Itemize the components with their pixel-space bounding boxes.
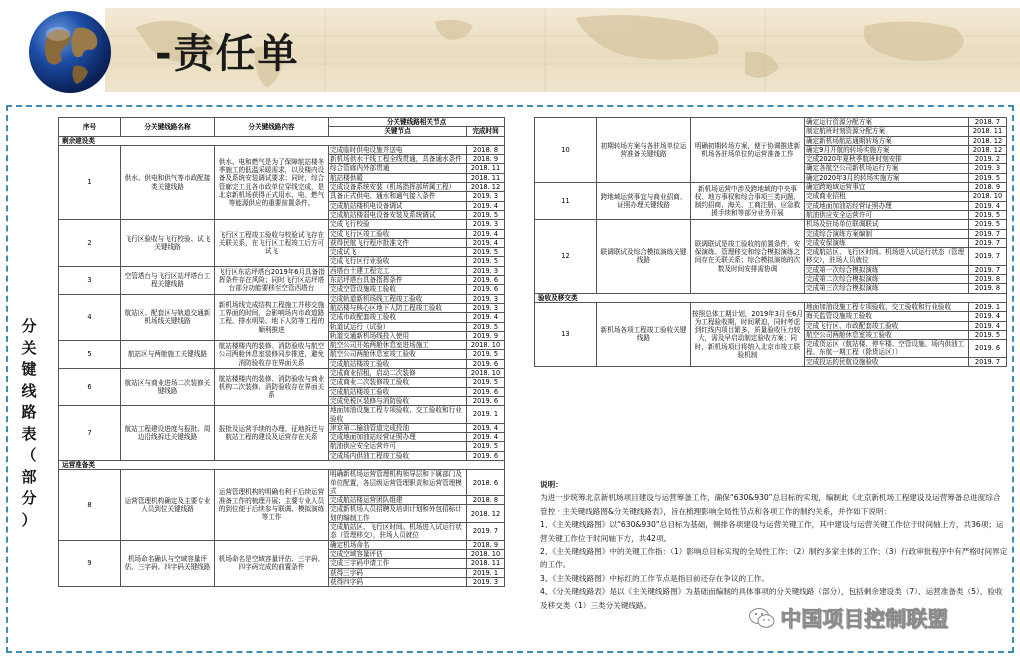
row-content: 报批及运营手续的办理、征地拆迁与航站工程的建设及运营存在关系	[215, 406, 329, 461]
row-seq: 10	[535, 118, 597, 183]
row-seq: 9	[59, 540, 121, 586]
row-node: 航站楼与核心区地下人防工程竣工验收	[329, 303, 467, 312]
side-label-char: 线	[21, 381, 37, 400]
header-seq: 序号	[59, 118, 121, 137]
side-label-char: 关	[21, 338, 37, 357]
row-node: 完成安保演练	[805, 238, 969, 247]
row-node: 轨道试运行（试验）	[329, 322, 467, 331]
row-seq: 5	[59, 341, 121, 369]
row-deadline: 2019. 6	[467, 359, 505, 368]
watermark-text: 中国项目控制联盟	[780, 607, 948, 631]
table-row	[59, 145, 505, 154]
row-deadline: 2018. 12	[969, 145, 1007, 154]
side-label-char: 路	[21, 403, 37, 421]
side-label-char: 键	[21, 360, 37, 378]
section-title: 剩余建设类	[59, 136, 505, 145]
section-title: 运营准备类	[59, 460, 505, 469]
row-deadline: 2019. 6	[467, 276, 505, 285]
row-node: 完成航站区、飞行区时间。机场进入试运行状态（管理移交），驻场人员就位	[805, 248, 969, 266]
table-row	[59, 540, 505, 549]
row-deadline: 2019. 4	[467, 229, 505, 238]
row-seq: 11	[535, 183, 597, 220]
section-row	[535, 293, 1007, 302]
row-name: 空管塔台与飞行区站坪塔台工程关键线路	[121, 266, 215, 294]
row-deadline: 2018. 8	[467, 145, 505, 154]
row-deadline: 2019. 7	[969, 248, 1007, 266]
side-label-char: 分	[21, 489, 37, 507]
side-label-char: 表	[21, 424, 37, 443]
row-deadline: 2019. 8	[969, 275, 1007, 284]
side-vertical-label	[17, 316, 41, 531]
notes-paragraph: 为进一步统筹北京新机场项目建设与运营筹备工作，确保“630&930”总目标的实现，编制此《北京新机场工程建设及运营筹备总进度综合管控 · 主关键线路图&分关键线路表》，旨在梳理影响全局性节点和各项工作的制约关系，并作如下说明：	[540, 493, 1001, 516]
table-row	[59, 294, 505, 303]
header-deadline: 完成时间	[467, 127, 505, 136]
page-title: -责任单	[155, 31, 300, 77]
row-node: 确定9月开航的转场实施方案	[805, 145, 969, 154]
row-name: 航站区、配套区与轨道交通新机场线关键线路	[121, 294, 215, 340]
side-label-char: ）	[21, 510, 37, 529]
row-deadline: 2019. 5	[969, 173, 1007, 182]
section-title: 验收及移交类	[535, 293, 1007, 302]
side-label-char: 部	[21, 467, 37, 486]
row-node: 完成航站楼竣工验收	[329, 387, 467, 396]
row-deadline: 2019. 7	[969, 357, 1007, 366]
row-deadline: 2019. 4	[467, 201, 505, 210]
side-label-char: 分	[21, 317, 37, 335]
row-deadline: 2019. 8	[969, 284, 1007, 293]
row-deadline: 2019. 1	[969, 302, 1007, 311]
row-content: 机场命名是空域容量评估、三字码、四字码完成的前置条件	[215, 540, 329, 586]
row-seq: 7	[59, 406, 121, 461]
row-deadline: 2019. 4	[969, 201, 1007, 210]
row-node: 完成轨道新机场线工程竣工验收	[329, 294, 467, 303]
row-node: 完成航站区、飞行区时间。机场进入试运行状态（管理移交），驻场人员就位	[329, 523, 467, 541]
notes-block	[540, 478, 1008, 612]
row-content: 新机场运营中涉及跨地域的中央事权、地方事权和综合事项三类问题，制约招商、海关、工商注册、应急救援手续和等部分业务开展	[691, 183, 805, 220]
row-node: 完成地面加油站经营证照办理	[329, 433, 467, 442]
row-node: 轨道交通新机场线投入使用	[329, 331, 467, 340]
row-node: 完成综合演练方案编制	[805, 229, 969, 238]
row-node: 海关监管设施竣工验收	[805, 312, 969, 321]
table-row	[59, 220, 505, 229]
row-node: 航油供应安全运营许可	[329, 442, 467, 451]
row-node: 完成临时供电设施并送电	[329, 145, 467, 154]
row-seq: 1	[59, 145, 121, 219]
row-deadline: 2019. 1	[467, 568, 505, 577]
row-node: 确定跨地域运营事宜	[805, 183, 969, 192]
row-content: 航站楼楼内的装修、消防验收与商业机构二次装修、消防验收存在界面关系	[215, 369, 329, 406]
row-node: 完成空管设施竣工验收	[329, 285, 467, 294]
row-node: 完成第三次综合模拟演练	[805, 284, 969, 293]
row-deadline: 2019. 1	[467, 406, 505, 424]
row-node: 完成飞行区行业验收	[329, 257, 467, 266]
row-deadline: 2019. 3	[467, 577, 505, 586]
row-deadline: 2019. 4	[467, 238, 505, 247]
row-seq: 2	[59, 220, 121, 266]
row-seq: 8	[59, 470, 121, 540]
row-name: 飞行区验收与飞行校验、试飞关键线路	[121, 220, 215, 266]
section-row	[59, 136, 505, 145]
row-deadline: 2018. 10	[467, 341, 505, 350]
row-deadline: 2019. 4	[467, 313, 505, 322]
header-node: 关键节点	[329, 127, 467, 136]
table-row	[535, 118, 1007, 127]
row-deadline: 2018. 10	[969, 192, 1007, 201]
row-node: 完成商业招租	[805, 192, 969, 201]
row-deadline: 2018. 12	[467, 183, 505, 192]
row-node: 完成航站楼运营团队组建	[329, 496, 467, 505]
row-seq: 3	[59, 266, 121, 294]
row-name: 航站区与商业进场二次装修关键线路	[121, 369, 215, 406]
row-deadline: 2019. 6	[467, 387, 505, 396]
row-deadline: 2018. 12	[467, 505, 505, 523]
row-node: 完成飞行区竣工验收	[329, 229, 467, 238]
row-name: 机场命名确认与空域容量评估、三字码、四字码关键线路	[121, 540, 215, 586]
row-deadline: 2019. 6	[467, 285, 505, 294]
header-node-group: 分关键线路相关节点	[329, 118, 505, 127]
row-node: 完成第一次综合模拟演练	[805, 265, 969, 274]
table-row	[59, 369, 505, 378]
row-name: 联调联试及综合模拟演练关键线路	[597, 220, 691, 293]
row-deadline: 2018. 7	[969, 118, 1007, 127]
row-deadline: 2019. 5	[969, 330, 1007, 339]
table-row	[535, 302, 1007, 311]
row-node: 完成商业二次装修竣工验收	[329, 378, 467, 387]
row-deadline: 2019. 4	[969, 321, 1007, 330]
table-row	[59, 341, 505, 350]
row-node: 西塔台土建工程完工	[329, 266, 467, 275]
row-deadline: 2019. 7	[969, 265, 1007, 274]
row-seq: 12	[535, 220, 597, 293]
globe-icon	[26, 8, 114, 96]
row-node: 具备正式供电、通水和通气接入条件	[329, 192, 467, 201]
row-node: 完成飞行区、市政配套竣工验收	[805, 321, 969, 330]
row-node: 完成地面加油站经营证照办理	[805, 201, 969, 210]
row-node: 完成货运区（航站楼、停车楼、空管设施、场内供油工程、东航一期工程（除货运区））	[805, 340, 969, 358]
row-node: 津京第二输油管道完成投油	[329, 423, 467, 432]
row-node: 东站坪塔台具备指挥条件	[329, 276, 467, 285]
section-row	[59, 460, 505, 469]
row-node: 完成航站楼竣工验收	[329, 359, 467, 368]
side-label-char: （	[21, 446, 37, 464]
table-row	[59, 266, 505, 275]
row-node: 新机场供水干线工程全线贯通，具备通水条件	[329, 155, 467, 164]
row-deadline: 2019. 5	[969, 220, 1007, 229]
row-node: 航站楼供暖	[329, 173, 467, 182]
row-deadline: 2019. 7	[969, 229, 1007, 238]
row-node: 完成市政配套竣工验收	[329, 313, 467, 322]
row-content: 按照总体工期计划，2019年3月至6月为工程验收期，时间紧迫，同时考虑到红线内项目繁多，质量验收压力较大，需及早启动制定验收方案；同时，新机场项目将纳入北京市竣工联验机制	[691, 302, 805, 366]
row-deadline: 2018. 11	[467, 559, 505, 568]
row-deadline: 2019. 4	[467, 433, 505, 442]
row-deadline: 2019. 5	[467, 350, 505, 359]
row-node: 完成投运的民航设施验收	[805, 357, 969, 366]
row-deadline: 2019. 6	[467, 451, 505, 460]
table-row	[535, 183, 1007, 192]
watermark	[748, 603, 1008, 633]
row-node: 航空公司两舱休息室竣工验收	[805, 330, 969, 339]
row-node: 航油供应安全运营许可	[805, 210, 969, 219]
row-deadline: 2019. 6	[467, 396, 505, 405]
row-name: 跨地域运营事宜与商业招商、证照办理关键线路	[597, 183, 691, 220]
header-name: 分关键线路名称	[121, 118, 215, 137]
row-name: 运营管理机构确定及主要专业人员到位关键线路	[121, 470, 215, 540]
row-node: 完成航站楼机电设备调试	[329, 201, 467, 210]
row-deadline: 2019. 5	[467, 378, 505, 387]
row-deadline: 2018. 12	[969, 136, 1007, 145]
row-content: 飞行区工程竣工验收与校验试飞存在关联关系，在飞行区工程竣工后方可试飞	[215, 220, 329, 266]
row-name: 新机场各项工程竣工验收关键线路	[597, 302, 691, 366]
row-node: 明确新机场运营管理机构领导层和下属部门及单位配置，各层级运营管理职责和运营管理模式	[329, 470, 467, 496]
row-deadline: 2019. 5	[467, 322, 505, 331]
header-content: 分关键线路内容	[215, 118, 329, 137]
row-name: 航站工程建设进度与报批、周边沿线拆迁关键线路	[121, 406, 215, 461]
notes-paragraph: 2、《主关键线路图》中的关键工作指：（1）影响总目标实现的全局性工作；（2）制约多家主体的工作；（3）行政审批程序中有严格时间界定的工作。	[540, 547, 1008, 570]
row-deadline: 2019. 5	[969, 210, 1007, 219]
row-deadline: 2018. 11	[467, 173, 505, 182]
row-node: 制定航班时刻资源分配方案	[805, 127, 969, 136]
row-seq: 4	[59, 294, 121, 340]
notes-paragraph: 1、《主关键线路图》以“630&930”总目标为基础，侧排各项建设与运营关键工作，其中建设与运营关键工作位于时间轴上方，共36项；运营关键工作位于时间轴下方，共42项。	[540, 520, 1004, 543]
row-name: 供水、供电和供气等市政配接类关键线路	[121, 145, 215, 219]
row-deadline: 2018. 9	[969, 183, 1007, 192]
row-deadline: 2019. 2	[969, 155, 1007, 164]
row-content: 明确初期转场方案，便于协调推进新机场各驻场单位的运营准备工作	[691, 118, 805, 183]
row-deadline: 2019. 3	[467, 192, 505, 201]
notes-paragraph: 4、《分关键线路表》是以《主关键线路图》为基础而编制的具体事项的分关键线路（部分），包括剩余建设类（7）、运营准备类（5）、验收及移交类（1）三类分关键线路。	[540, 587, 1003, 610]
row-deadline: 2019. 5	[467, 257, 505, 266]
row-node: 地面加油设施工程专项验收、交工验收和行业验收	[805, 302, 969, 311]
row-node: 确定2020年3月的转场实施方案	[805, 173, 969, 182]
table-row	[535, 220, 1007, 229]
row-deadline: 2019. 3	[969, 164, 1007, 173]
row-node: 完成商业招租，启动二次装修	[329, 369, 467, 378]
row-deadline: 2019. 5	[467, 248, 505, 257]
row-deadline: 2019. 7	[467, 523, 505, 541]
row-seq: 6	[59, 369, 121, 406]
left-key-path-table	[58, 117, 505, 587]
row-content: 新机场线完成结构工程施工并移交施工界面的时间，会影响场内市政道路工程、排水明渠、地下人防等工程的顺利推进	[215, 294, 329, 340]
row-content: 飞行区东站坪塔台2019年6月具备指挥条件存在风险；同时飞行区站坪塔台部分功能要移至空管西塔台	[215, 266, 329, 294]
row-content: 供水、电和燃气是为了保障航站楼冬季施工的低温采暖需求，以及楼内设备及系统安装调试要求；同时，综合管廊完工且各市政单位穿线完成，是北京新机场获得正式用水、电、燃气等能源供应的重要前置条件。	[215, 145, 329, 219]
row-content: 航站楼楼内的装修、消防验收与航空公司两舱休息室装修同步推进，避免消防验收存在界面关系	[215, 341, 329, 369]
row-node: 确定新机场航站通期转场方案	[805, 136, 969, 145]
row-node: 完成场内供油工程竣工验收	[329, 451, 467, 460]
row-deadline: 2018. 10	[467, 549, 505, 558]
row-deadline: 2019. 5	[467, 442, 505, 451]
row-node: 航空公司两舱休息室竣工验收	[329, 350, 467, 359]
row-deadline: 2018. 11	[467, 164, 505, 173]
row-node: 完成2020年夏秋季航班时刻安排	[805, 155, 969, 164]
row-deadline: 2019. 7	[969, 238, 1007, 247]
row-deadline: 2019. 3	[467, 220, 505, 229]
row-node: 确定各航空公司新机场运行方案	[805, 164, 969, 173]
row-node: 综合管廊内外部贯通	[329, 164, 467, 173]
row-deadline: 2018. 11	[969, 127, 1007, 136]
row-deadline: 2019. 5	[467, 210, 505, 219]
row-node: 完成试飞	[329, 248, 467, 257]
row-node: 确定机场命名	[329, 540, 467, 549]
right-key-path-table	[534, 117, 1007, 367]
row-node: 完成航站楼弱电设备安装及系统调试	[329, 210, 467, 219]
row-node: 完成空域容量评估	[329, 549, 467, 558]
row-content: 联调联试是竣工验收的前置条件，安保演练、管理移交和综合模拟演练之间存在关联关系；综合模拟演练的次数及时间安排需协调	[691, 220, 805, 293]
row-deadline: 2019. 4	[467, 423, 505, 432]
row-node: 确定运行资源分配方案	[805, 118, 969, 127]
row-node: 完成飞行校验	[329, 220, 467, 229]
row-deadline: 2019. 9	[467, 331, 505, 340]
wechat-icon	[748, 606, 776, 630]
row-node: 完成新机场人员招聘及培训计划和外包招标计划的编制工作	[329, 505, 467, 523]
row-node: 完成第二次综合模拟演练	[805, 275, 969, 284]
slide-header	[0, 0, 1020, 100]
row-deadline: 2018. 8	[467, 496, 505, 505]
row-node: 机场及驻场单位联调联试	[805, 220, 969, 229]
row-node: 完成三字码申请工作	[329, 559, 467, 568]
row-deadline: 2019. 6	[969, 340, 1007, 358]
row-name: 航站区与两舱施工关键线路	[121, 341, 215, 369]
row-content: 运营管理机构的明确有利于后续运营准备工作的梳理开展；主要专业人员的到位便于后续参与联调、模拟演练等工作	[215, 470, 329, 540]
row-deadline: 2018. 6	[467, 470, 505, 496]
row-deadline: 2019. 4	[969, 312, 1007, 321]
row-node: 完成免税区装修与消防验收	[329, 396, 467, 405]
row-deadline: 2019. 3	[467, 303, 505, 312]
row-deadline: 2018. 9	[467, 155, 505, 164]
row-deadline: 2018. 9	[467, 540, 505, 549]
row-name: 初期转场方案与各驻场单位运营准备关键线路	[597, 118, 691, 183]
row-node: 航空公司开始两舱休息室进场施工	[329, 341, 467, 350]
row-node: 获得四字码	[329, 577, 467, 586]
row-deadline: 2019. 3	[467, 294, 505, 303]
row-deadline: 2019. 3	[467, 266, 505, 275]
notes-title: 说明：	[540, 480, 563, 489]
row-node: 完成设备系统安装（机场指挥部所属工程）	[329, 183, 467, 192]
row-seq: 13	[535, 302, 597, 366]
row-node: 获得民航飞行程序批准文件	[329, 238, 467, 247]
table-row	[59, 470, 505, 496]
table-row	[59, 406, 505, 424]
row-deadline: 2018. 10	[467, 369, 505, 378]
notes-paragraph: 3、《主关键线路图》中标红的工作节点是指目前还存在争议的工作。	[540, 573, 769, 583]
row-node: 地面加油设施工程专项验收、交工验收和行业验收	[329, 406, 467, 424]
row-node: 获得三字码	[329, 568, 467, 577]
